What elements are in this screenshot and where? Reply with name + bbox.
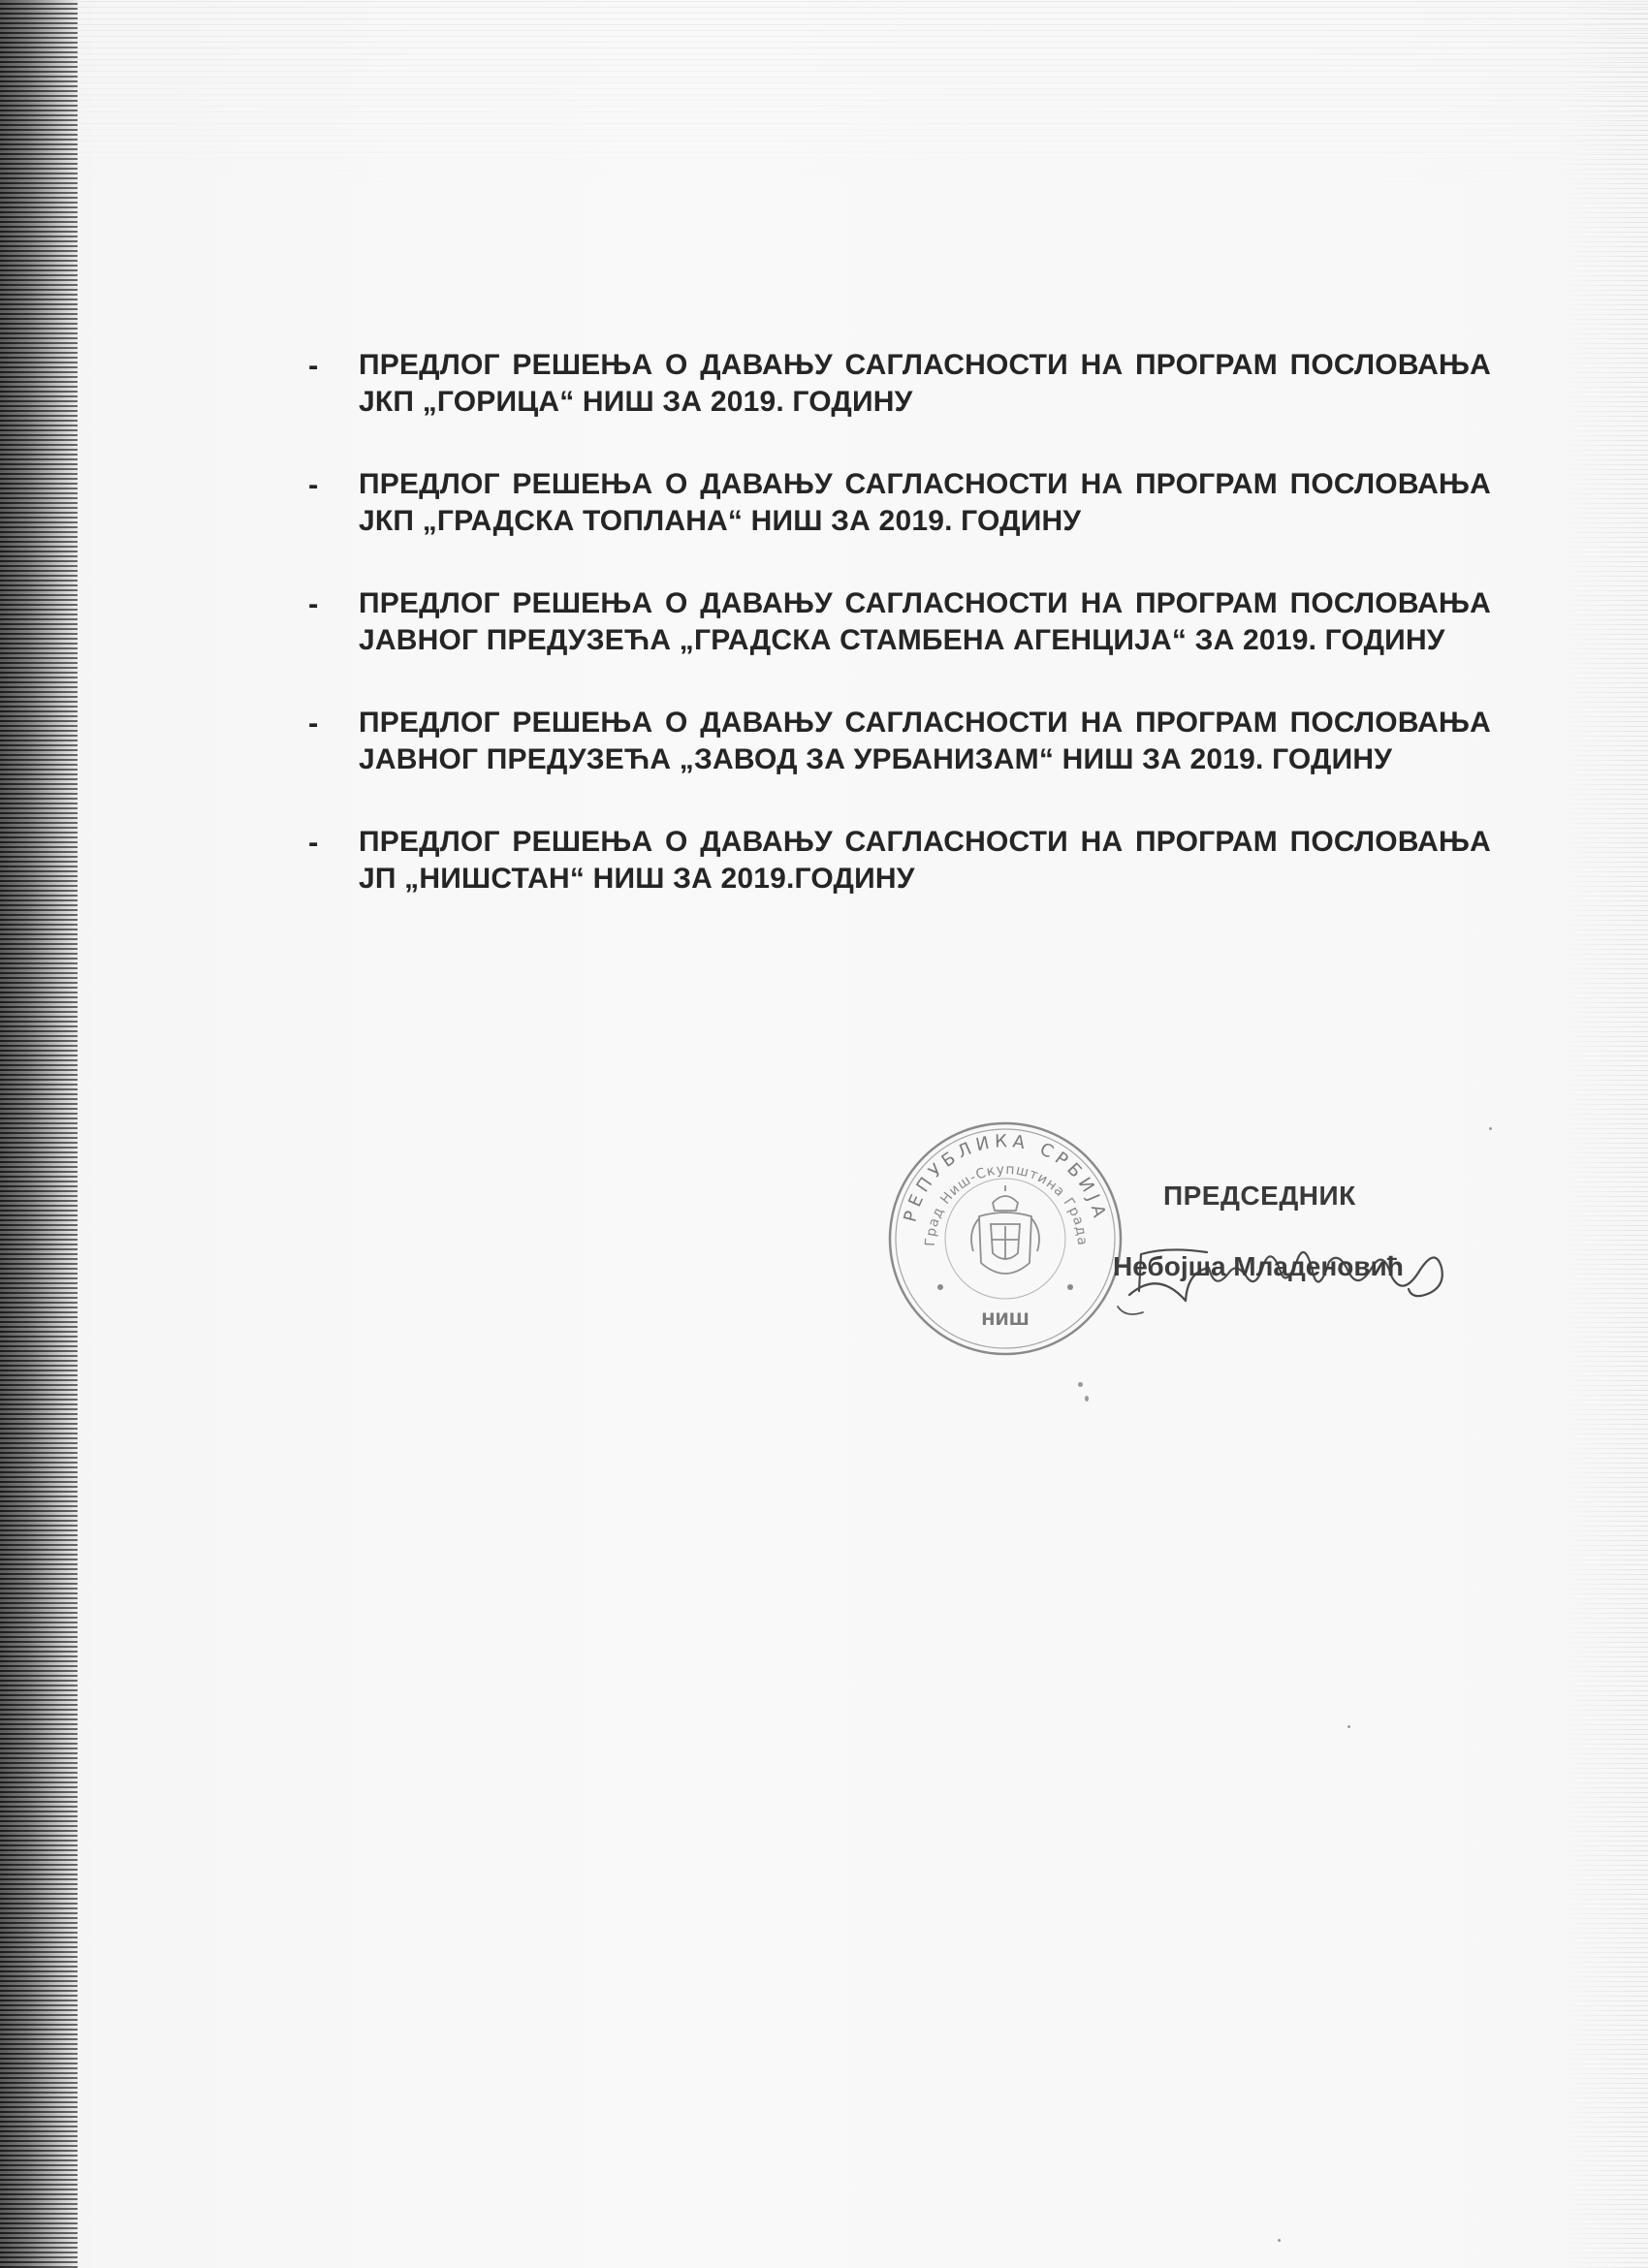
list-item bbox=[308, 466, 1491, 540]
list-item-text: ПРЕДЛОГ РЕШЕЊА О ДАВАЊУ САГЛАСНОСТИ НА ПРОГРАМ ПОСЛОВАЊА ЈКП „ГРАДСКА ТОПЛАНА“ НИШ ЗА 2019. ГОДИНУ bbox=[359, 468, 1491, 537]
scan-speck bbox=[1347, 1725, 1350, 1728]
list-dash: - bbox=[308, 706, 319, 740]
scan-edge-right bbox=[1561, 0, 1648, 2268]
stamp-seal-icon bbox=[884, 1118, 1126, 1360]
coat-of-arms-icon bbox=[971, 1185, 1039, 1274]
scan-speck bbox=[1278, 2239, 1281, 2242]
list-item-text: ПРЕДЛОГ РЕШЕЊА О ДАВАЊУ САГЛАСНОСТИ НА ПРОГРАМ ПОСЛОВАЊА ЈАВНОГ ПРЕДУЗЕЋА „ГРАДСКА СТАМБЕНА АГЕНЦИЈА“ ЗА 2019. ГОДИНУ bbox=[359, 587, 1491, 656]
list-item bbox=[308, 824, 1491, 898]
list-item-text: ПРЕДЛОГ РЕШЕЊА О ДАВАЊУ САГЛАСНОСТИ НА ПРОГРАМ ПОСЛОВАЊА ЈП „НИШСТАН“ НИШ ЗА 2019.ГОДИНУ bbox=[359, 826, 1491, 895]
scan-speck bbox=[1078, 1382, 1083, 1387]
scan-edge-left bbox=[0, 0, 78, 2268]
list-dash: - bbox=[308, 586, 319, 620]
stamp-outer-text: РЕПУБЛИКА СРБИЈА bbox=[900, 1131, 1111, 1224]
scan-edge-top bbox=[78, 0, 1648, 194]
list-dash: - bbox=[308, 348, 319, 382]
list-item bbox=[308, 347, 1491, 421]
list-dash: - bbox=[308, 467, 319, 501]
proposal-list bbox=[308, 347, 1491, 943]
list-item bbox=[308, 585, 1491, 659]
president-name: Небојша Младеновић bbox=[1113, 1251, 1404, 1281]
scan-speck bbox=[1489, 1127, 1492, 1130]
stamp-bottom-text: НИШ bbox=[981, 1310, 1030, 1330]
list-item-text: ПРЕДЛОГ РЕШЕЊА О ДАВАЊУ САГЛАСНОСТИ НА ПРОГРАМ ПОСЛОВАЊА ЈКП „ГОРИЦА“ НИШ ЗА 2019. ГОДИНУ bbox=[359, 349, 1491, 418]
list-item bbox=[308, 705, 1491, 778]
stamp-inner-text: Град Ниш-Скупштина Града bbox=[922, 1161, 1091, 1247]
list-item-text: ПРЕДЛОГ РЕШЕЊА О ДАВАЊУ САГЛАСНОСТИ НА ПРОГРАМ ПОСЛОВАЊА ЈАВНОГ ПРЕДУЗЕЋА „ЗАВОД ЗА УРБАНИЗАМ“ НИШ ЗА 2019. ГОДИНУ bbox=[359, 707, 1491, 775]
president-title: ПРЕДСЕДНИК bbox=[1163, 1181, 1356, 1211]
list-dash: - bbox=[308, 825, 319, 859]
scan-speck bbox=[1085, 1396, 1089, 1402]
official-stamp bbox=[884, 1118, 1126, 1360]
